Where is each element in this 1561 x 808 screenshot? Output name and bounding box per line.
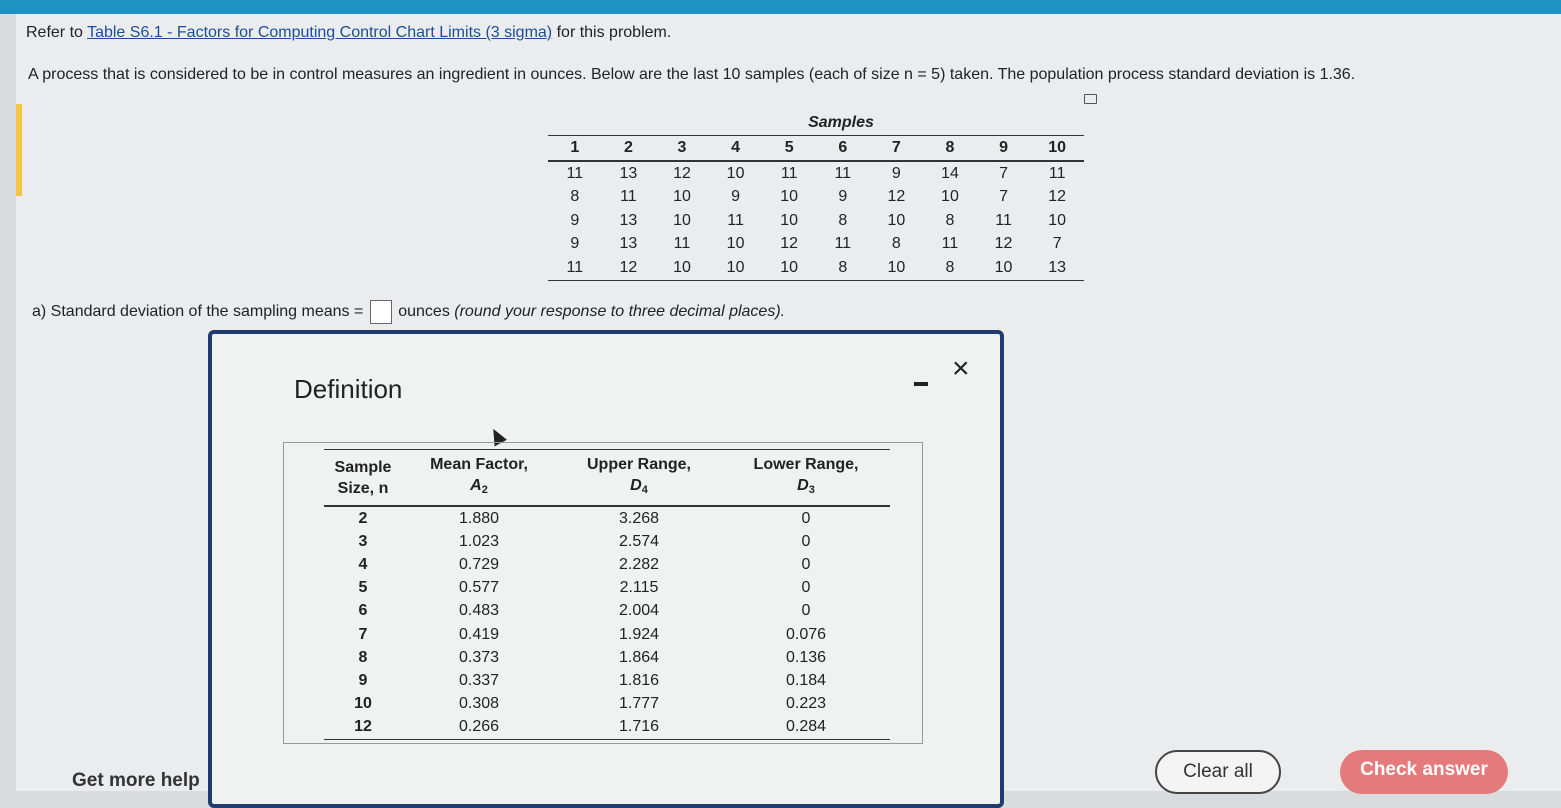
samples-col-header: 10: [1030, 136, 1084, 162]
samples-col-header: 8: [923, 136, 977, 162]
sample-cell: 9: [838, 188, 848, 206]
factor-cell: 0.577: [458, 579, 500, 597]
sample-cell: 12: [887, 188, 906, 206]
sample-cell: 7: [999, 188, 1008, 206]
sample-cell: 10: [709, 256, 763, 280]
factor-cell: 0: [801, 532, 811, 550]
samples-col-header: 4: [709, 136, 763, 162]
factor-table-box: [283, 442, 923, 744]
minimize-icon[interactable]: [914, 382, 928, 386]
table-row: [324, 577, 890, 600]
factor-cell: 1.816: [618, 671, 660, 689]
factor-cell: 1.864: [618, 648, 660, 666]
samples-table: [548, 111, 1084, 281]
close-icon[interactable]: ×: [952, 352, 970, 385]
table-row: [324, 669, 890, 692]
question-prefix: a) Standard deviation of the sampling means =: [32, 303, 364, 321]
sample-cell: 10: [673, 188, 691, 206]
factor-table: [324, 449, 890, 740]
sample-cell: 8: [570, 188, 580, 206]
table-row: [324, 530, 890, 553]
sample-cell: 11: [727, 211, 744, 229]
factor-cell: 5: [358, 579, 368, 597]
sample-cell: 7: [1052, 235, 1062, 253]
sample-cell: 8: [945, 211, 955, 229]
table-row: [324, 716, 890, 740]
factor-cell: 1.924: [618, 625, 660, 643]
sample-cell: 11: [780, 164, 798, 182]
sample-cell: 13: [619, 164, 638, 182]
factor-cell: 2: [358, 509, 368, 527]
factor-cell: 9: [358, 671, 368, 689]
factor-cell: 0: [801, 509, 811, 527]
intro-line: [26, 24, 671, 42]
factor-cell: 0.184: [785, 671, 827, 689]
sample-cell: 10: [870, 256, 924, 280]
factor-cell: 0.266: [402, 716, 556, 740]
sample-cell: 12: [994, 235, 1013, 253]
sample-cell: 10: [655, 256, 709, 280]
factor-cell: 2.282: [618, 555, 660, 573]
factor-cell: 1.777: [618, 695, 660, 713]
factor-cell: 2.115: [619, 579, 659, 597]
sample-cell: 8: [838, 211, 848, 229]
sample-cell: 10: [762, 256, 816, 280]
sample-cell: 12: [780, 235, 799, 253]
factor-cell: 7: [358, 625, 368, 643]
sample-cell: 10: [1048, 211, 1067, 229]
sample-cell: 11: [566, 164, 584, 182]
samples-col-header: 2: [602, 136, 656, 162]
factor-cell: 1.023: [458, 532, 500, 550]
sample-cell: 10: [780, 188, 799, 206]
factor-cell: 0: [801, 579, 811, 597]
header-mean-factor: Mean Factor, $A_2$: [402, 450, 556, 507]
table-row: [324, 693, 890, 716]
sample-cell: 10: [941, 188, 959, 206]
samples-col-header: 9: [977, 136, 1031, 162]
factor-cell: 12: [324, 716, 402, 740]
header-upper-range: Upper Range, $D_4$: [556, 450, 722, 507]
samples-table-wrap: [548, 111, 1084, 281]
table-row: [548, 233, 1084, 257]
table-row: [324, 553, 890, 576]
intro-prefix: Refer to: [26, 24, 83, 41]
sample-cell: 8: [923, 256, 977, 280]
samples-col-header: 5: [762, 136, 816, 162]
sample-cell: 13: [619, 211, 638, 229]
check-answer-button[interactable]: Check answer: [1340, 750, 1508, 794]
factor-cell: 4: [358, 555, 368, 573]
sample-cell: 9: [570, 211, 580, 229]
factor-cell: 10: [354, 695, 372, 713]
factor-cell: 0.223: [785, 695, 827, 713]
expand-icon[interactable]: [1084, 94, 1097, 104]
factor-cell: 2.004: [618, 602, 660, 620]
intro-suffix: for this problem.: [556, 24, 672, 41]
factor-cell: 0.729: [458, 555, 500, 573]
sample-cell: 12: [673, 164, 691, 182]
factor-cell: 1.716: [556, 716, 722, 740]
sample-cell: 11: [941, 235, 959, 253]
factor-cell: 0.308: [458, 695, 500, 713]
sample-cell: 13: [1030, 256, 1084, 280]
sample-cell: 7: [999, 164, 1008, 182]
table-row: [548, 186, 1084, 210]
factor-cell: 0.373: [458, 648, 500, 666]
sample-cell: 11: [548, 256, 602, 280]
clear-all-button[interactable]: Clear all: [1155, 750, 1281, 794]
header-lower-range: Lower Range, $D_3$: [722, 450, 890, 507]
factor-cell: 0.337: [458, 671, 500, 689]
question-unit: ounces: [398, 303, 450, 321]
samples-col-header: 7: [870, 136, 924, 162]
factor-cell: 2.574: [618, 532, 660, 550]
sample-cell: 10: [887, 211, 906, 229]
sample-cell: 12: [602, 256, 656, 280]
problem-text: A process that is considered to be in control measures an ingredient in ounces. Below are the last 10 samples (each of size n = 5) taken. The population process standard deviation is 1.36.: [28, 66, 1356, 83]
sample-cell: 8: [816, 256, 870, 280]
table-row: [324, 623, 890, 646]
table-row: [548, 209, 1084, 233]
factor-cell: 6: [358, 602, 368, 620]
sample-cell: 11: [620, 188, 637, 206]
sample-cell: 10: [726, 235, 745, 253]
table-link[interactable]: Table S6.1 - Factors for Computing Control Chart Limits (3 sigma): [87, 24, 553, 41]
sample-cell: 13: [619, 235, 638, 253]
sample-cell: 11: [995, 211, 1012, 229]
get-more-help-link[interactable]: Get more help: [72, 770, 200, 791]
sample-cell: 11: [1048, 164, 1066, 182]
factor-cell: 3: [358, 532, 368, 550]
header-sample-size: Sample Size, n: [324, 450, 402, 507]
sample-cell: 10: [780, 211, 799, 229]
table-row: [324, 506, 890, 530]
sample-cell: 10: [726, 164, 745, 182]
factor-cell: 3.268: [618, 509, 660, 527]
question-hint: (round your response to three decimal places).: [454, 303, 786, 321]
answer-input[interactable]: [370, 300, 392, 324]
factor-cell: 0.284: [722, 716, 890, 740]
factor-cell: 0.419: [458, 625, 500, 643]
samples-col-header: 6: [816, 136, 870, 162]
samples-col-header: 1: [548, 136, 602, 162]
factor-cell: 0.076: [785, 625, 827, 643]
table-row: [548, 256, 1084, 280]
factor-cell: 1.880: [458, 509, 500, 527]
sample-cell: 9: [570, 235, 580, 253]
definition-popup: [208, 330, 1004, 808]
factor-cell: 0.483: [458, 602, 500, 620]
sample-cell: 9: [891, 164, 901, 182]
factor-cell: 0: [801, 555, 811, 573]
left-accent: [16, 104, 22, 196]
table-row: [324, 646, 890, 669]
sample-cell: 11: [834, 235, 852, 253]
factor-cell: 8: [358, 648, 368, 666]
samples-caption: Samples: [548, 111, 1084, 136]
sample-cell: 10: [673, 211, 691, 229]
factor-cell: 0.136: [785, 648, 827, 666]
table-row: [324, 600, 890, 623]
sample-cell: 14: [941, 164, 959, 182]
popup-title: Definition: [294, 374, 403, 404]
sample-cell: 11: [834, 164, 852, 182]
question-a: [32, 300, 785, 324]
sample-cell: 8: [891, 235, 901, 253]
table-row: [548, 161, 1084, 186]
sample-cell: 12: [1048, 188, 1067, 206]
sample-cell: 9: [731, 188, 741, 206]
sample-cell: 11: [673, 235, 691, 253]
top-band: [0, 0, 1561, 14]
factor-cell: 0: [801, 602, 811, 620]
samples-col-header: 3: [655, 136, 709, 162]
sample-cell: 10: [977, 256, 1031, 280]
